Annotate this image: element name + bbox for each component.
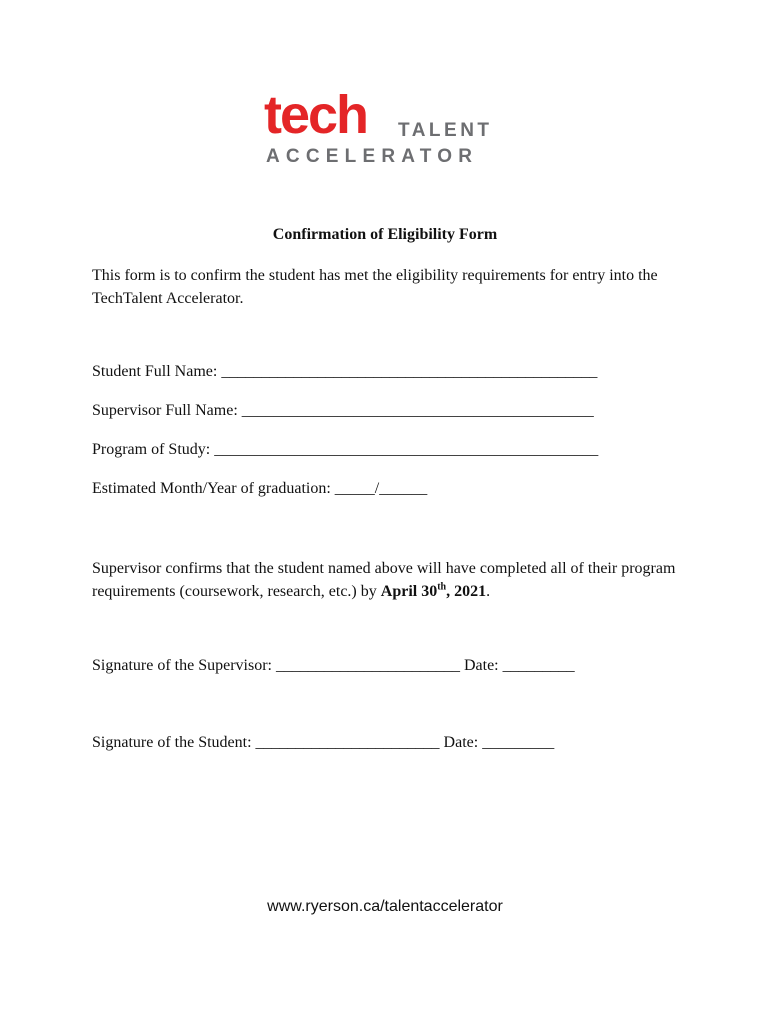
student-name-blank[interactable]: _______________________________________________ — [221, 363, 598, 380]
techtalent-logo — [264, 85, 514, 168]
confirmation-text: Supervisor confirms that the student named above will have completed all of their program requirements (coursework, research, etc.) by — [92, 560, 676, 600]
student-date-label: Date: — [443, 734, 479, 751]
form-title: Confirmation of Eligibility Form — [272, 226, 498, 243]
supervisor-name-blank[interactable]: ____________________________________________ — [241, 402, 594, 419]
supervisor-name-field[interactable] — [92, 402, 594, 420]
program-of-study-label: Program of Study: — [92, 441, 211, 458]
intro-paragraph: This form is to confirm the student has met the eligibility requirements for entry into the TechTalent Accelerator. — [92, 267, 658, 307]
supervisor-signature-line[interactable] — [92, 657, 575, 675]
logo-talent-word: TALENT — [398, 120, 493, 141]
student-name-label: Student Full Name: — [92, 363, 218, 380]
student-signature-line[interactable] — [92, 734, 554, 752]
student-signature-label: Signature of the Student: — [92, 734, 252, 751]
supervisor-signature-label: Signature of the Supervisor: — [92, 657, 272, 674]
program-of-study-field[interactable] — [92, 441, 598, 459]
supervisor-date-label: Date: — [463, 657, 499, 674]
student-date-blank[interactable]: _________ — [482, 734, 555, 751]
footer-url: www.ryerson.ca/talentaccelerator — [267, 898, 503, 915]
supervisor-date-blank[interactable]: _________ — [502, 657, 575, 674]
logo-tech-word: tech — [264, 85, 368, 145]
graduation-date-blank[interactable]: _____/______ — [334, 480, 428, 497]
program-of-study-blank[interactable]: ________________________________________________ — [214, 441, 599, 458]
supervisor-name-label: Supervisor Full Name: — [92, 402, 238, 419]
supervisor-confirmation — [92, 557, 692, 603]
deadline-date: April 30th, 2021 — [380, 581, 487, 600]
graduation-date-field[interactable] — [92, 480, 427, 498]
supervisor-signature-blank[interactable]: _______________________ — [275, 657, 460, 674]
confirmation-period: . — [486, 583, 491, 600]
logo-accelerator-word: ACCELERATOR — [266, 146, 479, 167]
student-name-field[interactable] — [92, 363, 597, 381]
deadline-day-suffix: th — [437, 581, 447, 593]
graduation-date-label: Estimated Month/Year of graduation: — [92, 480, 331, 497]
student-signature-blank[interactable]: _______________________ — [255, 734, 440, 751]
